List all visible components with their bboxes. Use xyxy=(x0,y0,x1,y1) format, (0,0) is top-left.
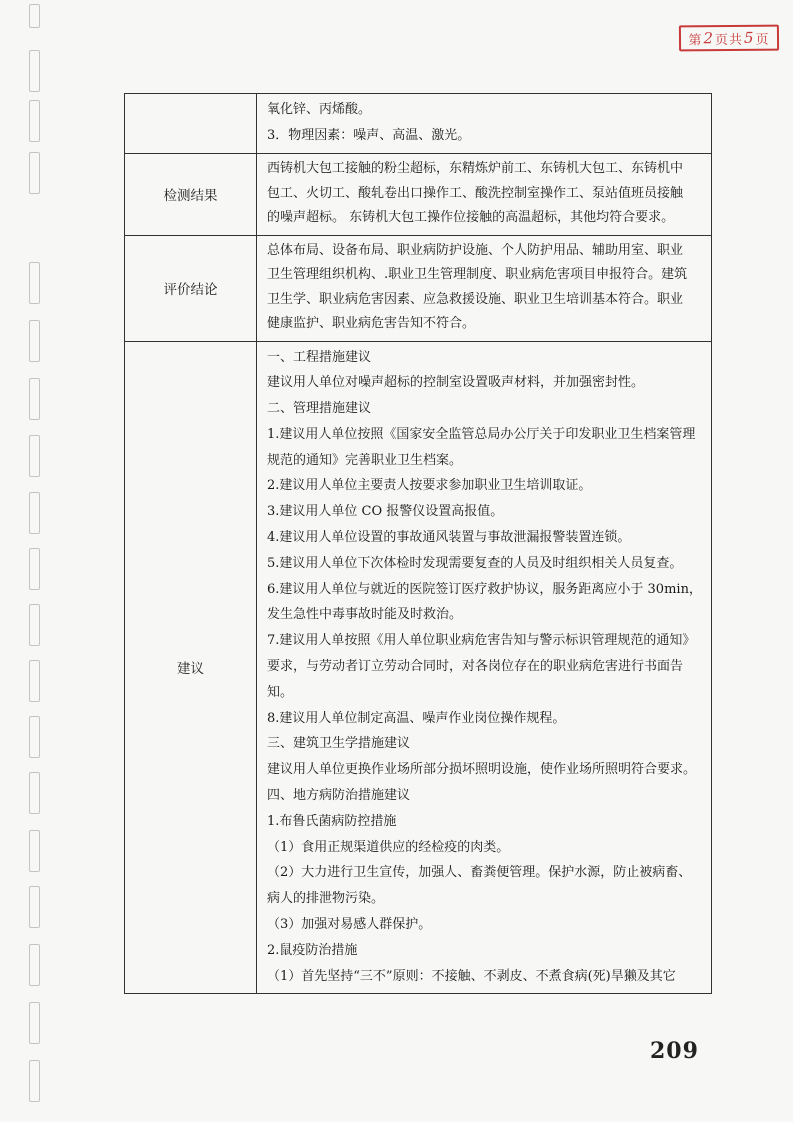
suggestion-item xyxy=(267,912,703,938)
suggestion-item xyxy=(267,964,703,990)
table-row-suggestions xyxy=(125,341,712,994)
text-line: 包工、火切工、酸轧卷出口操作工、酸洗控制室操作工、泵站值班员接触 xyxy=(267,185,684,201)
text-line: 要求，与劳动者订立劳动合同时，对各岗位存在的职业病危害进行书面告 xyxy=(267,659,684,675)
evaluation-table xyxy=(124,93,712,994)
text-line: 1.建议用人单位按照《国家安全监管总局办公厅关于印发职业卫生档案管理 xyxy=(267,426,696,442)
table-row-hazard-factors xyxy=(125,94,712,154)
table-row-detection-results xyxy=(125,154,712,236)
binder-mark xyxy=(29,604,40,646)
text-line: 1.布鲁氏菌病防控措施 xyxy=(267,813,397,829)
table-row-evaluation-conclusion xyxy=(125,235,712,341)
page-count-stamp xyxy=(679,25,779,52)
text-line: 一、工程措施建议 xyxy=(267,349,372,365)
text-line: 氧化锌、丙烯酸。 xyxy=(267,102,372,117)
suggestion-item xyxy=(267,628,703,705)
evaluation-conclusion-cell xyxy=(257,235,712,341)
suggestion-item xyxy=(267,577,703,629)
suggestion-item xyxy=(267,757,703,783)
suggestion-item xyxy=(267,809,703,835)
suggestion-item xyxy=(267,422,703,474)
text-line: （1）首先坚持“三不”原则：不接触、不剥皮、不煮食病(死)旱獭及其它 xyxy=(267,968,676,984)
text-line: 病人的排泄物污染。 xyxy=(267,891,385,907)
text-line: 7.建议用人单按照《用人单位职业病危害告知与警示标识管理规范的通知》 xyxy=(267,633,696,649)
text-line: 6.建议用人单位与就近的医院签订医疗救护协议，服务距离应小于 30min， xyxy=(267,581,702,597)
binder-mark xyxy=(29,4,40,28)
page-number: 209 xyxy=(650,1038,699,1064)
text-line: 3．物理因素：噪声、高温、激光。 xyxy=(267,128,471,143)
text-line: 西铸机大包工接触的粉尘超标，东精炼炉前工、东铸机大包工、东铸机中 xyxy=(267,161,684,176)
binder-mark xyxy=(29,435,40,477)
text-line: 知。 xyxy=(267,684,294,700)
binder-mark xyxy=(29,830,40,872)
text-line: 健康监护、职业病危害告知不符合。 xyxy=(267,316,476,331)
row-label-suggestions: 建议 xyxy=(125,341,257,994)
hazard-factors-cell xyxy=(257,94,712,154)
text-line: （3）加强对易感人群保护。 xyxy=(267,917,432,933)
text-line: 建议用人单位对噪声超标的控制室设置吸声材料，并加强密封性。 xyxy=(267,375,645,391)
text-line: 二、管理措施建议 xyxy=(267,401,372,417)
text-line: 8.建议用人单位制定高温、噪声作业岗位操作规程。 xyxy=(267,710,566,726)
binder-mark xyxy=(29,660,40,702)
suggestion-item xyxy=(267,370,703,396)
suggestion-item xyxy=(267,551,703,577)
text-line: 四、地方病防治措施建议 xyxy=(267,788,411,804)
text-line: （1）食用正规渠道供应的经检疫的肉类。 xyxy=(267,839,510,855)
stamp-suffix: 页 xyxy=(755,32,770,48)
binder-mark xyxy=(29,50,40,92)
row-label-empty xyxy=(125,94,257,154)
text-line: 4.建议用人单位设置的事故通风装置与事故泄漏报警装置连锁。 xyxy=(267,530,631,546)
suggestion-item xyxy=(267,499,703,525)
text-line: （2）大力进行卫生宣传，加强人、畜粪便管理。保护水源，防止被病畜、 xyxy=(267,865,692,881)
text-line: 三、建筑卫生学措施建议 xyxy=(267,736,411,752)
text-line: 5.建议用人单位下次体检时发现需要复查的人员及时组织相关人员复查。 xyxy=(267,555,683,571)
text-line: 卫生管理组织机构、.职业卫生管理制度、职业病危害项目申报符合。建筑 xyxy=(267,267,688,282)
stamp-total: 5 xyxy=(743,28,755,47)
binder-mark xyxy=(29,378,40,420)
binder-mark xyxy=(29,548,40,590)
text-line: 规范的通知》完善职业卫生档案。 xyxy=(267,452,463,468)
text-line: 的噪声超标。 东铸机大包工操作位接触的高温超标，其他均符合要求。 xyxy=(267,210,675,225)
text-line: 建议用人单位更换作业场所部分损坏照明设施，使作业场所照明符合要求。 xyxy=(267,762,697,778)
suggestion-item xyxy=(267,835,703,861)
suggestions-cell xyxy=(257,341,712,994)
text-line: 卫生学、职业病危害因素、应急救援设施、职业卫生培训基本符合。职业 xyxy=(267,291,684,307)
binder-mark xyxy=(29,1060,40,1102)
binder-mark xyxy=(29,320,40,362)
stamp-middle: 页共 xyxy=(714,32,744,48)
binder-mark xyxy=(29,152,40,194)
suggestion-item xyxy=(267,938,703,964)
text-line: 发生急性中毒事故时能及时救治。 xyxy=(267,607,463,623)
text-line: 2.鼠疫防治措施 xyxy=(267,942,358,958)
binder-mark xyxy=(29,716,40,758)
binder-mark xyxy=(29,886,40,928)
binder-mark xyxy=(29,262,40,304)
suggestion-item xyxy=(267,731,703,757)
row-label-detection-results: 检测结果 xyxy=(125,154,257,236)
suggestion-item xyxy=(267,396,703,422)
stamp-prefix: 第 xyxy=(688,32,703,48)
stamp-page: 2 xyxy=(703,29,715,48)
binder-mark xyxy=(29,772,40,814)
row-label-evaluation-conclusion: 评价结论 xyxy=(125,235,257,341)
suggestion-item xyxy=(267,860,703,912)
suggestion-item xyxy=(267,525,703,551)
binder-mark xyxy=(29,1002,40,1044)
binder-mark xyxy=(29,944,40,986)
text-line: 2.建议用人单位主要责人按要求参加职业卫生培训取证。 xyxy=(267,478,592,494)
text-line: 总体布局、设备布局、职业病防护设施、个人防护用品、辅助用室、职业 xyxy=(267,242,684,258)
detection-results-cell xyxy=(257,154,712,236)
suggestion-item xyxy=(267,783,703,809)
suggestion-item xyxy=(267,473,703,499)
suggestion-list xyxy=(267,345,703,990)
binder-mark xyxy=(29,100,40,142)
suggestion-item xyxy=(267,706,703,732)
binder-mark xyxy=(29,492,40,534)
suggestion-item xyxy=(267,345,703,371)
text-line: 3.建议用人单位 CO 报警仪设置高报值。 xyxy=(267,504,504,520)
